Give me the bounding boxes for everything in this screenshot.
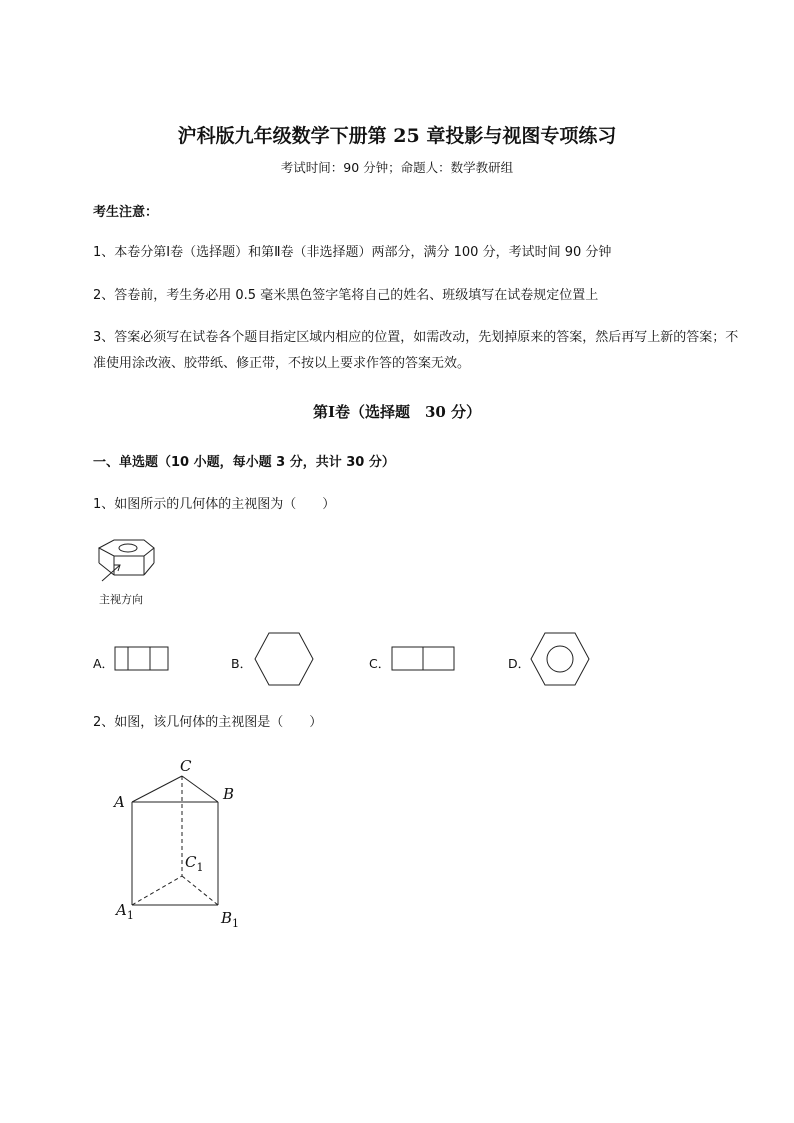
question-1-text: 1、如图所示的几何体的主视图为（ ）: [93, 497, 336, 512]
vertex-letter: B: [221, 909, 233, 927]
vertex-label-a1: [116, 900, 134, 922]
option-d-figure: [529, 631, 591, 687]
vertex-label-c: C: [180, 757, 192, 775]
vertex-label-a: A: [114, 793, 125, 811]
vertex-letter: C: [185, 853, 197, 871]
q1-solid-figure: [92, 535, 172, 585]
notice-item-1: 1、本卷分第Ⅰ卷（选择题）和第Ⅱ卷（非选择题）两部分，满分 100 分，考试时间 90 分钟: [93, 245, 612, 260]
question-2-text: 2、如图，该几何体的主视图是（ ）: [93, 715, 323, 730]
vertex-label-c1: [185, 852, 204, 874]
part-title: 一、单选题（10 小题，每小题 3 分，共计 30 分）: [93, 455, 395, 470]
vertex-subscript: 1: [196, 861, 204, 874]
section-title: 第Ⅰ卷（选择题 30 分）: [312, 403, 482, 421]
notice-item-3: 3、答案必须写在试卷各个题目指定区域内相应的位置，如需改动，先划掉原来的答案，然后再写上新的答案；不准使用涂改液、胶带纸、修正带，不按以上要求作答的答案无效。: [93, 330, 739, 371]
page-title: 沪科版九年级数学下册第 25 章投影与视图专项练习: [177, 125, 617, 147]
option-a-label: A．: [93, 656, 115, 671]
vertex-subscript: 1: [232, 917, 240, 930]
notice-heading: 考生注意：: [93, 205, 159, 220]
q2-prism-figure: [130, 772, 222, 908]
vertex-letter: A: [116, 901, 127, 919]
vertex-subscript: 1: [126, 909, 134, 922]
viewing-direction-caption: 主视方向: [99, 593, 143, 606]
notice-item-2: 2、答卷前，考生务必用 0.5 毫米黑色签字笔将自己的姓名、班级填写在试卷规定位置上: [93, 288, 599, 303]
vertex-label-b: B: [223, 785, 235, 803]
option-b-label: B．: [231, 656, 253, 671]
option-b-figure: [253, 631, 315, 687]
option-d-label: D．: [508, 656, 531, 671]
vertex-label-b1: [221, 908, 240, 930]
exam-info: 考试时间：90 分钟；命题人：数学教研组: [280, 160, 514, 175]
option-a-figure: [114, 646, 170, 672]
option-c-figure: [391, 646, 457, 672]
option-c-label: C．: [369, 656, 391, 671]
